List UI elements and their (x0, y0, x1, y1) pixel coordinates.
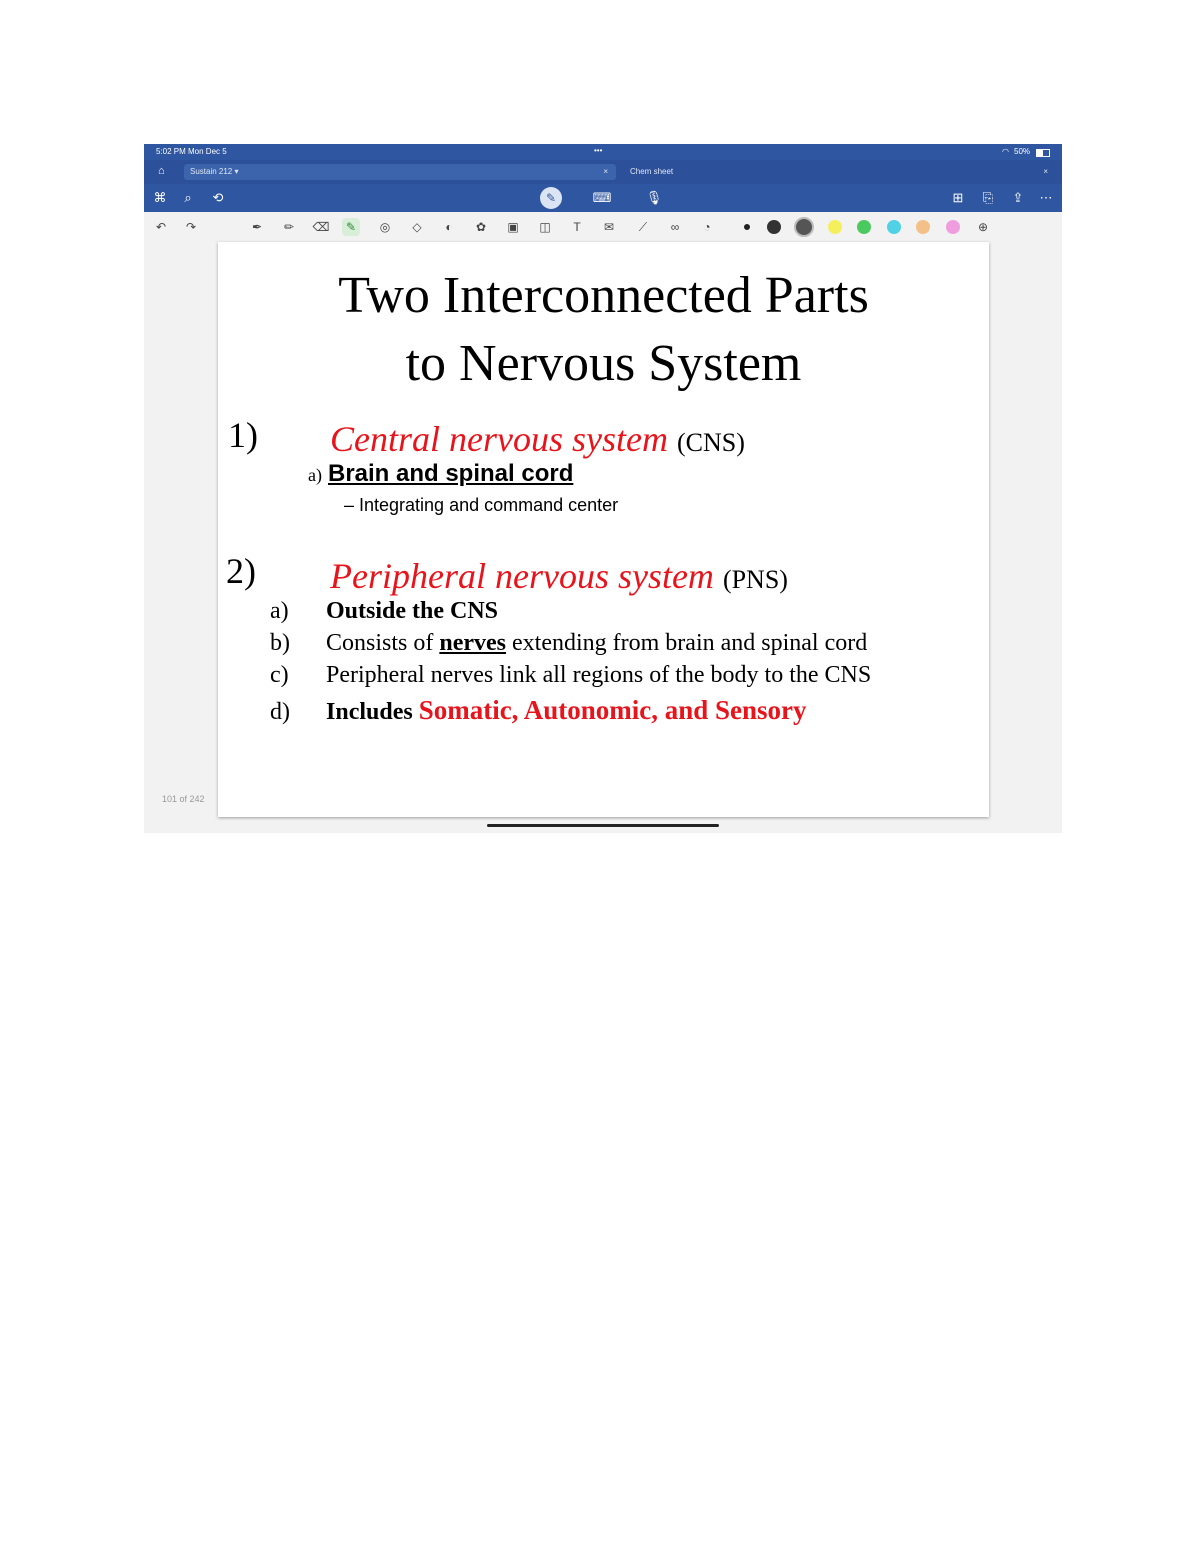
cns-abbr: (CNS) (676, 428, 745, 457)
item-text-underlined: nerves (439, 630, 507, 656)
shapes-icon[interactable]: ◇ (412, 220, 422, 234)
pen-color-cyan[interactable] (887, 220, 901, 234)
status-bar (144, 144, 1062, 160)
text-icon[interactable]: T (573, 220, 581, 234)
more-icon[interactable]: ⋯ (1039, 190, 1053, 205)
cns-item-a (308, 460, 573, 488)
microphone-icon[interactable]: 🎙 (645, 190, 663, 205)
sticker-icon[interactable]: ✿ (475, 220, 487, 234)
pencil-icon[interactable]: ✏ (283, 220, 295, 234)
tab-sustain[interactable] (184, 164, 616, 180)
item-text-red: Somatic, Autonomic, and Sensory (418, 695, 807, 725)
tab-label: Sustain 212 ▾ (190, 167, 239, 176)
tab-chem-sheet[interactable] (624, 164, 1056, 180)
comment-icon[interactable]: ✉ (603, 220, 615, 234)
share-icon[interactable]: ⇪ (1012, 190, 1024, 205)
pns-item-a (270, 598, 498, 625)
item-text: Peripheral nerves link all regions of the body to the CNS (326, 662, 872, 688)
pen-color-dark-gray[interactable] (767, 220, 781, 234)
home-indicator[interactable] (487, 824, 719, 827)
item-label: d) (270, 699, 290, 725)
wifi-icon: ◠ (1002, 147, 1009, 156)
keyboard-icon[interactable]: ⌨ (592, 190, 612, 205)
pen-color-green[interactable] (857, 220, 871, 234)
link-icon[interactable]: ∞ (670, 220, 680, 234)
item-text: Brain and spinal cord (327, 460, 574, 487)
add-color-icon[interactable]: ⊕ (977, 220, 989, 234)
section-number: 1) (228, 415, 258, 455)
close-icon[interactable]: × (1043, 167, 1048, 176)
pns-abbr: (PNS) (722, 565, 788, 594)
multitask-dots[interactable]: ••• (594, 146, 603, 155)
bookmark-icon[interactable]: ⎘ (982, 190, 994, 205)
item-label: a) (270, 598, 289, 624)
pen-color-orange[interactable] (916, 220, 930, 234)
slide-title (218, 262, 989, 398)
timer-icon[interactable]: ◔ (703, 220, 711, 234)
image-icon[interactable]: ▣ (507, 220, 519, 234)
grid-icon[interactable]: ⌘ (153, 190, 167, 205)
color-picker-icon[interactable]: ◐ (445, 220, 453, 234)
screenshot-frame (144, 144, 1062, 833)
annotation-toolbar (144, 212, 1062, 242)
ruler-icon[interactable]: ⟋ (638, 220, 648, 234)
slide-page (218, 242, 989, 817)
redo-icon[interactable]: ↷ (185, 220, 197, 234)
add-page-icon[interactable]: ⊞ (952, 190, 964, 205)
pns-item-b (270, 630, 867, 657)
pns-item-d (270, 695, 807, 726)
title-line-2: to Nervous System (405, 335, 802, 392)
search-icon[interactable]: ⌕ (184, 190, 192, 205)
battery-icon (1036, 149, 1050, 157)
rotate-icon[interactable]: ⟲ (212, 190, 224, 205)
pen-color-gray-selected[interactable] (794, 217, 814, 237)
pen-color-yellow[interactable] (828, 220, 842, 234)
lasso-icon[interactable]: ◎ (379, 220, 391, 234)
pns-item-c (270, 662, 871, 689)
item-text-pre: Consists of (326, 630, 440, 656)
tab-bar (144, 160, 1062, 184)
title-line-1: Two Interconnected Parts (338, 267, 869, 324)
item-label: b) (270, 630, 290, 656)
cns-name: Central nervous system (330, 419, 668, 459)
undo-icon[interactable]: ↶ (155, 220, 167, 234)
section-heading-cns (330, 418, 745, 460)
tab-label: Chem sheet (630, 167, 674, 176)
section-number: 2) (226, 551, 256, 591)
pen-mode-icon[interactable]: ✎ (540, 187, 562, 209)
status-time: 5:02 PM Mon Dec 5 (156, 147, 227, 156)
camera-icon[interactable]: ◫ (539, 220, 551, 234)
item-text-pre: Includes (326, 699, 419, 725)
pen-size-small[interactable] (744, 224, 750, 230)
cns-subitem: – Integrating and command center (344, 495, 619, 515)
home-icon[interactable]: ⌂ (158, 165, 165, 177)
eraser-icon[interactable]: ⌫ (312, 220, 330, 234)
item-text-post: extending from brain and spinal cord (506, 630, 868, 656)
pen-color-pink[interactable] (946, 220, 960, 234)
section-heading-pns (330, 555, 788, 597)
highlighter-icon[interactable]: ✎ (342, 218, 360, 236)
main-toolbar (144, 184, 1062, 212)
close-icon[interactable]: × (603, 167, 608, 176)
battery-percent: 50% (1014, 147, 1031, 156)
item-label: a) (308, 465, 322, 485)
item-label: c) (270, 662, 289, 688)
page-indicator: 101 of 242 (162, 794, 205, 804)
item-text: Outside the CNS (326, 598, 499, 624)
pns-name: Peripheral nervous system (330, 556, 714, 596)
pen-icon[interactable]: ✒ (251, 220, 263, 234)
